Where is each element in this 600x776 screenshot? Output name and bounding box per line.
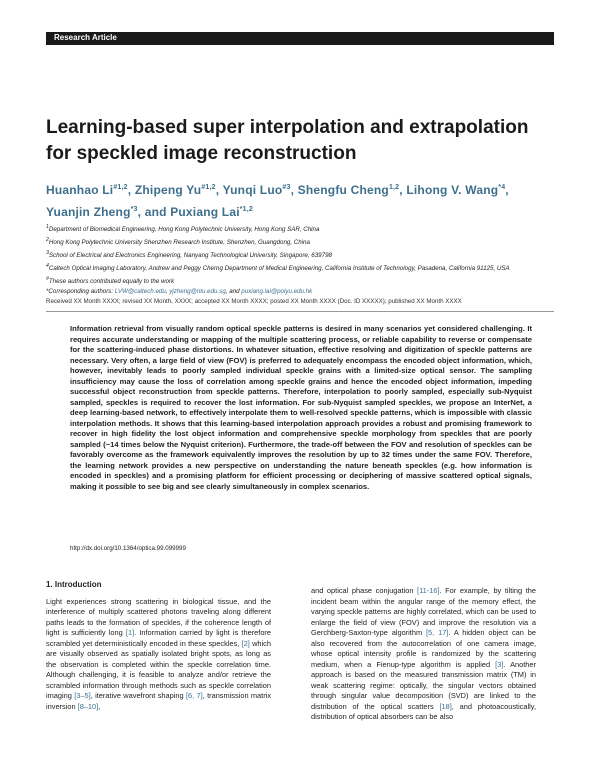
citation-link[interactable]: [18] bbox=[439, 701, 452, 711]
section-heading: 1. Introduction bbox=[46, 580, 102, 589]
divider bbox=[46, 311, 554, 312]
author-name: Huanhao Li bbox=[46, 183, 114, 197]
affiliation-text: Hong Kong Polytechnic University Shenzhen Research Institute, Shenzhen, Guangdong, China bbox=[48, 239, 310, 247]
author-affiliation-marker: #1,2 bbox=[201, 184, 216, 191]
author-separator: , bbox=[215, 183, 223, 197]
author-affiliation-marker: *3 bbox=[130, 206, 138, 213]
author-separator: , bbox=[127, 183, 135, 197]
author-name: Yunqi Luo bbox=[222, 183, 283, 197]
body-text: . A hidden object can be also recovered from the autocorrelation of one camera image, whose optical intensity profile is randomized by the scattering medium, when a Fienup-type algorithm is applied bbox=[311, 628, 536, 669]
abstract: Information retrieval from visually random optical speckle patterns is desired in many scenarios yet considered challenging. It requires accurate understanding or mapping of the multiple scattering process, or reliable capability to reverse or compensate for the scattering-induced phase distortions. In whatever situation, effective resolving and digitization of speckle patterns are necessary. Very often, a large field of view (FOV) is preferred to adequately encompass the encoded object information, which, however, inevitably leads to poorly sampled individual speckle grains with a limited-size optical sensor. The sampling insufficiency may cause the loss of correlation among speckle grains and hence the encoded object information, impeding successful object reconstruction from speckle patterns. Therefore, interpolation to poorly sampled, especially sub-Nyquist sampled, speckles is required to recover the lost information. For sub-Nyquist sampled speckles, we propose an InterNet, a deep learning-based network, to effectively interpolate them to well-resolved speckle patterns, which is impossible with classic interpolation methods. It shows that this learning-based interpolation approach provides a robust and promising framework to recover in high fidelity the lost object information and comprehensive speckle morphology from speckles that are poorly sampled (~14 times below the Nyquist criterion). Furthermore, the trade-off between the FOV and resolution of speckles can be favorably overcome as the framework equivalently improves the resolution by up to 32 times under the same FOV. Therefore, the learning network provides a new perspective on understanding the nature beneath speckles (e.g. how information is encoded in speckles) and a promising platform for efficient processing or deciphering of massive scattered optical signals, making it possible to see big and see clearly simultaneously in complex scenarios. bbox=[70, 324, 532, 491]
author-separator: , and bbox=[137, 205, 171, 219]
body-text: and optical phase conjugation bbox=[311, 586, 418, 595]
intro-paragraph-continued bbox=[311, 586, 536, 723]
citation-link[interactable]: [3] bbox=[495, 659, 504, 669]
intro-paragraph bbox=[46, 597, 271, 713]
email-link[interactable]: LVW@caltech.edu bbox=[114, 288, 166, 296]
body-text: . Another approach is based on the measured transmission matrix (TM) in weak scattering regime: optically, the singular vectors obtained through singular value decomposition (SVD) are linked to the distribution of the optical scatters bbox=[311, 659, 536, 711]
citation-link[interactable]: [8–10] bbox=[77, 701, 99, 711]
author-separator: , bbox=[399, 183, 407, 197]
affiliation-text: Department of Biomedical Engineering, Hong Kong Polytechnic University, Hong Kong SAR, China bbox=[48, 226, 320, 234]
author-affiliation-marker: *1,2 bbox=[239, 206, 254, 213]
affiliation-marker: # bbox=[46, 276, 49, 283]
body-text: which are visually observed as spatially isolated bright spots, as long as the observation is completed within the speckle correlation time. Although challenging, it is feasible to analyze and/or retrieve the scrambled information through methods such as speckle correlation imaging bbox=[46, 638, 271, 700]
author-list bbox=[46, 178, 556, 222]
affiliation bbox=[46, 274, 554, 287]
paper-title: Learning-based super interpolation and extrapolation for speckled image reconstruction bbox=[46, 117, 529, 164]
article-type-banner bbox=[46, 32, 554, 45]
citation-link[interactable]: [2] bbox=[241, 638, 250, 648]
body-text: , iterative wavefront shaping bbox=[90, 691, 186, 700]
author-name: Lihong V. Wang bbox=[406, 183, 499, 197]
affiliation bbox=[46, 235, 554, 248]
email-link[interactable]: yjzheng@ntu.edu.sg bbox=[169, 288, 226, 296]
body-text: , transmission matrix inversion bbox=[46, 691, 272, 711]
affiliation-marker: 2 bbox=[46, 237, 49, 244]
affiliation-text: Caltech Optical Imaging Laboratory, Andrew and Peggy Cherng Department of Medical Engineering, California Institute of Technology, Pasadena, California 91125, USA bbox=[48, 265, 510, 273]
author-separator: , bbox=[290, 183, 298, 197]
affiliation-marker: 4 bbox=[46, 263, 49, 270]
affiliation-text: School of Electrical and Electronics Engineering, Nanyang Technological University, Singapore, 639798 bbox=[48, 252, 332, 260]
body-text: . Information carried by light is therefore scrambled yet deterministically encoded in these speckles, bbox=[46, 628, 272, 648]
affiliation-text: These authors contributed equally to the work bbox=[48, 278, 175, 286]
citation-link[interactable]: [6, 7] bbox=[185, 691, 203, 700]
body-text: . For example, by tilting the incident beam within the angular range of the memory effect, the varying speckle patterns are highly correlated, which can be used to enlarge the field of view (FOV) and improve the resolution via a Gerchberg-Saxton-type algorithm bbox=[311, 586, 536, 637]
author-name: Zhipeng Yu bbox=[134, 183, 202, 197]
author-name: Yuanjin Zheng bbox=[46, 205, 131, 219]
citation-link[interactable]: [1] bbox=[125, 628, 135, 637]
author-name: Shengfu Cheng bbox=[297, 183, 389, 197]
affiliation-marker: 3 bbox=[46, 250, 49, 257]
body-text: Light experiences strong scattering in biological tissue, and the interference of multiply scattered photons traveling along different paths leads to the formation of speckles, if the coherence length of light is sufficiently long bbox=[46, 596, 271, 637]
body-column-left bbox=[46, 580, 271, 712]
received-dates: Received XX Month XXXX; revised XX Month, XXXX; accepted XX Month XXXX; posted XX Month XXXX (Doc. ID XXXXX); published XX Month XXXX bbox=[46, 298, 462, 305]
affiliation-list bbox=[46, 222, 554, 297]
author-affiliation-marker: *4 bbox=[498, 184, 506, 191]
affiliation-marker: 1 bbox=[46, 224, 49, 230]
body-text: , bbox=[98, 701, 101, 711]
author-affiliation-marker: 1,2 bbox=[388, 184, 400, 191]
email-link[interactable]: puxiang.lai@polyu.edu.hk bbox=[241, 288, 313, 296]
author-name: Puxiang Lai bbox=[170, 205, 240, 219]
citation-link[interactable]: [5, 17] bbox=[425, 628, 449, 637]
body-text: , and photoacoustically, distribution of optical absorbers can be also bbox=[311, 701, 536, 721]
citation-link[interactable]: [3–5] bbox=[74, 691, 91, 700]
affiliation bbox=[46, 261, 554, 274]
author-affiliation-marker: #1,2 bbox=[113, 184, 128, 191]
affiliation bbox=[46, 248, 554, 261]
author-separator: , bbox=[505, 183, 509, 197]
citation-link[interactable]: [11-16] bbox=[417, 586, 440, 595]
article-type-label: Research Article bbox=[54, 33, 117, 42]
affiliation bbox=[46, 222, 554, 235]
author-affiliation-marker: #3 bbox=[282, 184, 291, 191]
corresponding-authors: *Corresponding authors: LVW@caltech.edu, yjzheng@ntu.edu.sg, and puxiang.lai@polyu.edu.hk bbox=[46, 288, 313, 296]
body-column-right bbox=[311, 586, 536, 723]
doi-link[interactable]: http://dx.doi.org/10.1364/optica.99.099999 bbox=[70, 545, 186, 552]
